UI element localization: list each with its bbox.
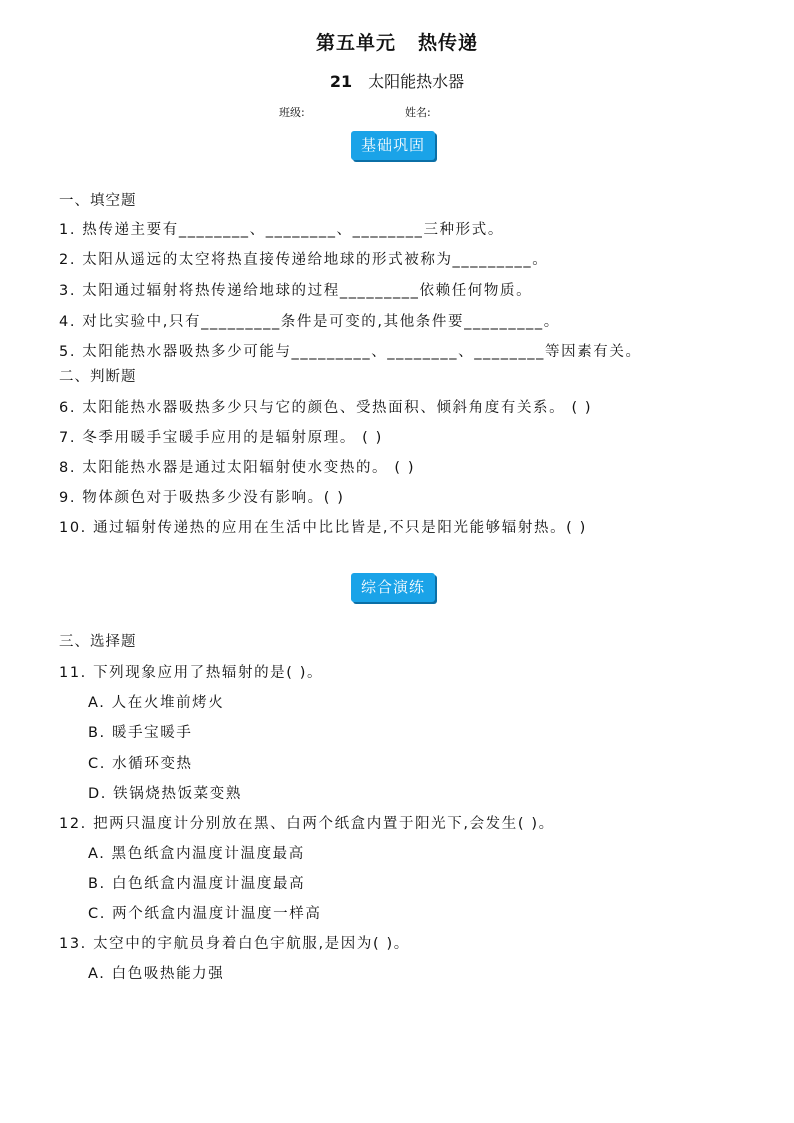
section-title-fill: 一、填空题 (59, 193, 137, 209)
unit-topic-text: 热传递 (418, 32, 479, 54)
judge-question: 10. 通过辐射传递热的应用在生活中比比皆是,不只是阳光能够辐射热。( ) (59, 520, 587, 536)
fill-question: 5. 太阳能热水器吸热多少可能与_________、________、________等因素有关。 (59, 344, 642, 360)
choice-option: A. 黑色纸盒内温度计温度最高 (88, 846, 305, 862)
choice-option: D. 铁锅烧热饭菜变熟 (88, 786, 242, 802)
judge-question: 9. 物体颜色对于吸热多少没有影响。( ) (59, 490, 345, 506)
choice-question-stem: 12. 把两只温度计分别放在黑、白两个纸盒内置于阳光下,会发生( )。 (59, 816, 555, 832)
choice-option: A. 白色吸热能力强 (88, 966, 225, 982)
section-title-judge: 二、判断题 (59, 369, 137, 385)
lesson-number: 21 (329, 72, 353, 91)
judge-question: 7. 冬季用暖手宝暖手应用的是辐射原理。 ( ) (59, 430, 383, 446)
fill-question: 4. 对比实验中,只有_________条件是可变的,其他条件要_________。 (59, 314, 560, 330)
section-badge-comprehensive: 综合演练 (351, 573, 435, 602)
choice-option: B. 暖手宝暖手 (88, 725, 193, 741)
judge-question: 8. 太阳能热水器是通过太阳辐射使水变热的。 ( ) (59, 460, 416, 476)
section-badge-basic: 基础巩固 (351, 131, 435, 160)
lesson-title-text: 太阳能热水器 (368, 72, 465, 91)
lesson-title (0, 69, 794, 92)
choice-option: C. 水循环变热 (88, 756, 193, 772)
choice-option: B. 白色纸盒内温度计温度最高 (88, 876, 306, 892)
fill-question: 3. 太阳通过辐射将热传递给地球的过程_________依赖任何物质。 (59, 283, 533, 299)
class-label: 班级: (279, 106, 305, 119)
choice-question-stem: 11. 下列现象应用了热辐射的是( )。 (59, 665, 324, 681)
fill-question: 1. 热传递主要有________、________、________三种形式。 (59, 222, 504, 238)
unit-title (0, 28, 794, 55)
choice-option: A. 人在火堆前烤火 (88, 695, 225, 711)
unit-title-text: 第五单元 (315, 32, 396, 54)
judge-question: 6. 太阳能热水器吸热多少只与它的颜色、受热面积、倾斜角度有关系。 ( ) (59, 400, 593, 416)
choice-question-stem: 13. 太空中的宇航员身着白色宇航服,是因为( )。 (59, 936, 410, 952)
choice-option: C. 两个纸盒内温度计温度一样高 (88, 906, 322, 922)
section-title-choice: 三、选择题 (59, 634, 137, 650)
name-label: 姓名: (405, 106, 431, 119)
fill-question: 2. 太阳从遥远的太空将热直接传递给地球的形式被称为_________。 (59, 252, 549, 268)
